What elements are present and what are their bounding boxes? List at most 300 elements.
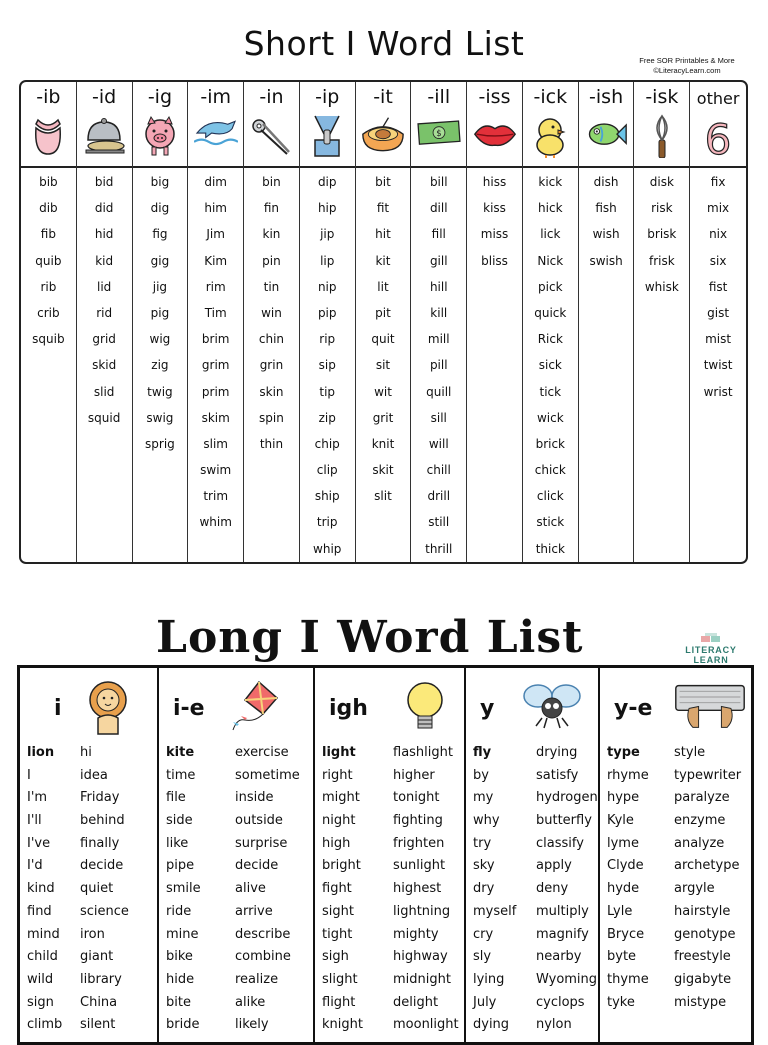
word: brisk <box>647 227 677 242</box>
long-i-column <box>20 668 159 1042</box>
word: bid <box>94 175 114 189</box>
short-i-column <box>244 82 300 562</box>
number-six-icon <box>696 114 740 158</box>
word: Kim <box>204 253 228 268</box>
word: Wyoming <box>536 971 598 987</box>
word: swish <box>589 253 623 268</box>
word: gig <box>150 253 170 268</box>
word: did <box>94 201 114 216</box>
column-header: -ip <box>315 86 340 108</box>
short-i-column <box>133 82 189 562</box>
word: jip <box>320 227 335 242</box>
column-header <box>600 668 751 746</box>
column-header <box>315 668 464 746</box>
word: cyclops <box>536 994 585 1010</box>
word: still <box>428 515 450 530</box>
kiss-lips-icon <box>473 114 517 158</box>
column-header <box>159 668 313 746</box>
word: Bryce <box>607 926 645 942</box>
word-list <box>21 174 76 357</box>
credit-line-1: Free SOR Printables & More <box>639 56 735 65</box>
word: kind <box>27 881 55 897</box>
word: quiet <box>80 881 114 897</box>
word: slit <box>374 489 392 504</box>
word: skit <box>372 463 394 478</box>
word: I <box>27 767 31 783</box>
word: climb <box>27 1017 63 1033</box>
typing-keyboard-icon <box>672 678 748 738</box>
word: style <box>674 745 706 760</box>
word: decide <box>80 858 124 874</box>
word: file <box>166 790 186 806</box>
word: realize <box>235 971 279 987</box>
word: Jim <box>206 227 225 242</box>
spelling-pattern: y <box>480 696 495 721</box>
word: skid <box>92 358 117 373</box>
word: hiss <box>482 175 507 189</box>
word: hill <box>429 279 448 294</box>
word: alive <box>235 881 266 897</box>
word: bin <box>262 175 281 189</box>
short-i-column <box>523 82 579 562</box>
chick-icon <box>528 114 572 158</box>
short-i-column <box>411 82 467 562</box>
word: quit <box>371 332 395 347</box>
word: flight <box>322 994 356 1010</box>
word-list-right <box>393 744 459 1039</box>
word: fist <box>708 279 728 294</box>
word: grid <box>92 332 116 347</box>
word: skin <box>259 384 284 399</box>
short-i-column <box>579 82 635 562</box>
word: night <box>322 813 356 829</box>
word: delight <box>393 994 439 1010</box>
word: knight <box>322 1017 363 1033</box>
fish-icon <box>584 114 628 158</box>
word: Lyle <box>607 903 633 919</box>
word: like <box>166 835 189 851</box>
word: mist <box>705 332 732 347</box>
word: typewriter <box>674 767 742 783</box>
short-i-column <box>467 82 523 562</box>
word: fig <box>152 227 168 242</box>
word: will <box>428 436 449 451</box>
word: big <box>150 175 170 189</box>
word: bike <box>166 949 193 965</box>
word: chick <box>534 463 566 478</box>
long-i-column <box>466 668 600 1042</box>
word: inside <box>235 790 274 806</box>
word: kiss <box>483 201 506 216</box>
column-header <box>466 668 598 746</box>
word: side <box>166 813 193 829</box>
word: lightning <box>393 903 451 919</box>
word-list <box>77 174 132 436</box>
word: clip <box>316 463 338 478</box>
word: sign <box>27 994 54 1010</box>
word: dry <box>473 881 495 897</box>
word: I've <box>27 835 51 851</box>
long-i-column <box>600 668 751 1042</box>
long-i-title: Long I Word List <box>156 612 584 663</box>
short-i-column <box>188 82 244 562</box>
word: type <box>607 745 640 760</box>
word: lion <box>27 745 55 760</box>
word: sly <box>473 949 492 965</box>
word: hi <box>80 745 92 760</box>
word: combine <box>235 949 291 965</box>
column-header: -ick <box>533 86 568 108</box>
word: by <box>473 767 489 783</box>
word: zig <box>151 358 169 373</box>
word: light <box>322 745 356 760</box>
word: tight <box>322 926 353 942</box>
word: frighten <box>393 835 445 851</box>
word: chip <box>314 436 340 451</box>
word: idea <box>80 767 108 783</box>
credit <box>612 56 762 76</box>
word: nearby <box>536 949 582 965</box>
word: him <box>204 201 227 216</box>
word: alike <box>235 994 266 1010</box>
word: library <box>80 971 122 987</box>
word: mind <box>27 926 60 942</box>
word: arrive <box>235 903 273 919</box>
word: skim <box>201 410 230 425</box>
word: finally <box>80 835 120 851</box>
short-i-column <box>77 82 133 562</box>
word: squid <box>87 410 121 425</box>
word: pit <box>375 305 391 320</box>
word: sunlight <box>393 858 446 874</box>
word: slight <box>322 971 358 987</box>
zipper-icon <box>305 114 349 158</box>
word: whim <box>199 515 232 530</box>
word: thyme <box>607 971 649 987</box>
word-list <box>188 174 243 541</box>
word: hid <box>94 227 114 242</box>
word: bright <box>322 858 361 874</box>
word: wish <box>592 227 620 242</box>
word: quill <box>426 384 452 399</box>
word: mix <box>707 201 730 216</box>
word: lid <box>97 279 112 294</box>
word: rid <box>96 305 113 320</box>
long-i-column <box>315 668 466 1042</box>
word: fin <box>263 201 280 216</box>
word: swim <box>200 463 232 478</box>
word: hip <box>317 201 337 216</box>
pig-icon <box>138 114 182 158</box>
word: tin <box>263 279 280 294</box>
word: pipe <box>166 858 195 874</box>
word: quib <box>35 253 62 268</box>
word: dig <box>150 201 170 216</box>
word-list-right <box>536 744 598 1039</box>
word: hyde <box>607 881 640 897</box>
word-list-left <box>166 744 201 1039</box>
word: rib <box>40 279 57 294</box>
word: crib <box>37 305 60 320</box>
credit-line-2: ©LiteracyLearn.com <box>653 66 721 75</box>
word: stick <box>536 515 565 530</box>
word: fighting <box>393 813 443 829</box>
word: ship <box>314 489 340 504</box>
word-list-left <box>473 744 516 1039</box>
word: Nick <box>537 253 564 268</box>
word: sometime <box>235 767 300 783</box>
word: dib <box>39 201 58 216</box>
word: sit <box>375 358 391 373</box>
column-header: -in <box>259 86 284 108</box>
word: sip <box>318 358 336 373</box>
word: hairstyle <box>674 903 731 919</box>
word: prim <box>201 384 230 399</box>
long-i-column <box>159 668 315 1042</box>
word: my <box>473 790 494 806</box>
word: trim <box>203 489 229 504</box>
word: silent <box>80 1017 116 1033</box>
word: enzyme <box>674 813 726 829</box>
word: I'd <box>27 858 43 874</box>
word: sprig <box>145 436 175 451</box>
word: decide <box>235 858 279 874</box>
word: quick <box>534 305 567 320</box>
word: fib <box>40 227 56 242</box>
word: right <box>322 767 353 783</box>
word: nix <box>709 227 728 242</box>
word: pill <box>429 358 448 373</box>
word: satisfy <box>536 767 579 783</box>
word: wick <box>536 410 564 425</box>
word: deny <box>536 881 569 897</box>
spelling-pattern: igh <box>329 696 368 721</box>
word: byte <box>607 949 637 965</box>
word: chill <box>426 463 451 478</box>
word: China <box>80 994 118 1010</box>
column-header: -ish <box>589 86 624 108</box>
word: highway <box>393 949 448 965</box>
word: midnight <box>393 971 451 987</box>
word: brick <box>535 436 566 451</box>
word: wig <box>149 332 171 347</box>
word: butterfly <box>536 813 592 829</box>
word: six <box>709 253 727 268</box>
word: might <box>322 790 360 806</box>
word: pip <box>317 305 337 320</box>
word: jig <box>152 279 168 294</box>
word: bill <box>429 175 448 189</box>
word: smile <box>166 881 201 897</box>
word-list <box>634 174 689 305</box>
word: win <box>261 305 282 320</box>
whisk-icon <box>640 114 684 158</box>
column-header: -isk <box>645 86 679 108</box>
word: ride <box>166 903 192 919</box>
dolphin-icon <box>194 114 238 158</box>
word-list <box>300 174 355 564</box>
word: rim <box>205 279 226 294</box>
word: July <box>473 994 497 1010</box>
column-header: -ig <box>147 86 173 108</box>
word: why <box>473 813 500 829</box>
word: fish <box>595 201 617 216</box>
word: fill <box>431 227 446 242</box>
spelling-pattern: i <box>54 696 62 721</box>
word: apply <box>536 858 572 874</box>
word: tip <box>319 384 336 399</box>
word: bliss <box>481 253 508 268</box>
word: twig <box>147 384 173 399</box>
word-list <box>690 174 746 410</box>
word: lip <box>320 253 335 268</box>
word: rhyme <box>607 767 649 783</box>
word: bit <box>375 175 391 189</box>
word: rip <box>319 332 336 347</box>
word: gist <box>707 305 730 320</box>
word: classify <box>536 835 584 851</box>
word-list-right <box>235 744 300 1039</box>
bib-icon <box>26 114 70 158</box>
word: grit <box>372 410 394 425</box>
literacy-learn-logo <box>670 631 752 665</box>
word: kid <box>95 253 114 268</box>
word: kill <box>430 305 448 320</box>
short-i-column <box>634 82 690 562</box>
word: thick <box>535 541 565 556</box>
word: sigh <box>322 949 349 965</box>
lion-icon <box>78 678 138 738</box>
word: gigabyte <box>674 971 732 987</box>
brand-name: LITERACY LEARN <box>685 645 737 665</box>
word: wild <box>27 971 54 987</box>
short-i-table <box>19 80 748 564</box>
column-header: -it <box>373 86 393 108</box>
serving-dish-icon <box>82 114 126 158</box>
word: genotype <box>674 926 736 942</box>
book-logo-icon <box>700 633 722 643</box>
word: tonight <box>393 790 440 806</box>
word-list <box>411 174 466 564</box>
word: fit <box>376 201 390 216</box>
short-i-column <box>21 82 77 562</box>
word: child <box>27 949 58 965</box>
word: pig <box>150 305 170 320</box>
word: kick <box>538 175 563 189</box>
word: analyze <box>674 835 725 851</box>
word: time <box>166 767 196 783</box>
word: hick <box>538 201 563 216</box>
word: giant <box>80 949 114 965</box>
word: hydrogen <box>536 790 598 806</box>
word: spin <box>259 410 284 425</box>
word: thrill <box>425 541 453 556</box>
word: Friday <box>80 790 120 806</box>
word: mill <box>427 332 450 347</box>
dollar-bill-icon <box>417 114 461 158</box>
safety-pin-icon <box>249 114 293 158</box>
word: lying <box>473 971 505 987</box>
long-i-table <box>17 665 754 1045</box>
short-i-column <box>300 82 356 562</box>
word: slid <box>93 384 115 399</box>
word: moonlight <box>393 1017 459 1033</box>
column-header <box>20 668 157 746</box>
word: thin <box>259 436 284 451</box>
word: archetype <box>674 858 740 874</box>
word: find <box>27 903 52 919</box>
word: fly <box>473 745 492 760</box>
word: myself <box>473 903 517 919</box>
column-header: -iss <box>478 86 511 108</box>
word: twist <box>703 358 733 373</box>
word: highest <box>393 881 442 897</box>
word: frisk <box>648 253 675 268</box>
word: freestyle <box>674 949 731 965</box>
word: higher <box>393 767 435 783</box>
word: paralyze <box>674 790 730 806</box>
word: whisk <box>644 279 679 294</box>
word: wrist <box>703 384 733 399</box>
word: dip <box>317 175 337 189</box>
word: outside <box>235 813 283 829</box>
spelling-pattern: y-e <box>614 696 653 721</box>
word: grin <box>259 358 284 373</box>
word: hide <box>166 971 195 987</box>
word: I'll <box>27 813 42 829</box>
word: fight <box>322 881 352 897</box>
word: dill <box>429 201 448 216</box>
word: sill <box>430 410 447 425</box>
word: kit <box>375 253 391 268</box>
word-list <box>523 174 578 564</box>
word: nip <box>317 279 337 294</box>
word: lit <box>377 279 389 294</box>
word: swig <box>146 410 174 425</box>
word-list-left <box>322 744 363 1039</box>
spelling-pattern: i-e <box>173 696 205 721</box>
word: science <box>80 903 129 919</box>
word: argyle <box>674 881 715 897</box>
column-header: -ill <box>427 86 451 108</box>
word: nylon <box>536 1017 572 1033</box>
kite-icon <box>225 678 285 738</box>
word: squib <box>32 332 65 347</box>
word: mine <box>166 926 199 942</box>
column-header: other <box>696 89 740 108</box>
word-list-left <box>27 744 62 1039</box>
word: I'm <box>27 790 48 806</box>
word: miss <box>480 227 509 242</box>
word: bib <box>39 175 58 189</box>
word: Kyle <box>607 813 634 829</box>
word: wit <box>374 384 392 399</box>
word: kin <box>262 227 281 242</box>
word: try <box>473 835 492 851</box>
svg-text:6: 6 <box>704 115 732 158</box>
column-header: -ib <box>36 86 61 108</box>
word: dish <box>593 175 619 189</box>
word: Clyde <box>607 858 644 874</box>
word-list <box>244 174 299 462</box>
word: brim <box>201 332 230 347</box>
word-list-right <box>674 744 741 1016</box>
word-list-right <box>80 744 129 1039</box>
word: click <box>536 489 564 504</box>
word: Rick <box>537 332 563 347</box>
word: slim <box>203 436 228 451</box>
word: whip <box>313 541 342 556</box>
